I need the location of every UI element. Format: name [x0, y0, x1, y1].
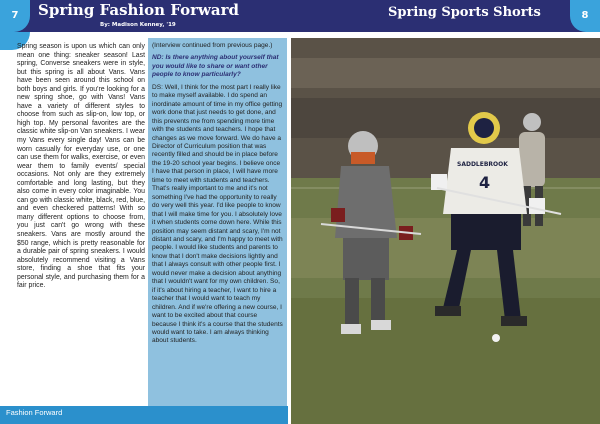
interview-question: ND: Is there anything about yourself that you would like to share or want other people to know particularly?: [152, 54, 279, 79]
fashion-article-body: Spring season is upon us which can only mean one thing: sneaker season! Last spring, Converse sneakers were in style, but this spring is all about Vans. Vans have been seen around this school on both boys and girls. If you're looking for a new spring shoe, go with Vans! Vans have a variety of different styles to choose from such as slip-on, low top, or high top. My personal favorites are the classic white slip-on Van sneakers. I wear my Vans every single day! Vans can be worn casually for everyday use, or one can use them for walks, exercise, or even wear them to family events/ special occasions. Not only are they extremely comfortable and long lasting, but they also come in every color imaginable. You can go with classic white, black, red, blue, and even checkered patterns! With so many different options to choose from, you just can't go wrong with these sneakers. Vans are mostly around the $50 range, which is pretty reasonable for a durable pair of spring sneakers. I would absolutely recommend visiting a Vans store, finding a shoe that fits your personal style, and purchasing them for a fair price.: [17, 43, 145, 290]
jersey-text: SADDLEBROOK: [457, 161, 508, 168]
lacrosse-illustration: [291, 38, 600, 424]
jersey-number: 4: [479, 173, 491, 192]
interview-continued-note: (Interview continued from previous page.): [152, 42, 273, 49]
author-byline: By: Madison Kenney, '19: [100, 22, 176, 28]
right-page-number: 8: [570, 0, 600, 32]
lacrosse-photo: [291, 38, 600, 424]
footer-section-label: Fashion Forward: [6, 408, 63, 417]
left-page-number: 7: [0, 0, 30, 32]
left-page-title: Spring Fashion Forward: [38, 1, 240, 19]
interview-sidebar: [148, 38, 287, 408]
right-page-title: Spring Sports Shorts: [388, 5, 541, 20]
interview-answer: DS: Well, I think for the most part I really like to make myself available. I do spend an inordinate amount of time in my office getting work done that just needs to get done, and this prevents me from spending more time with the students and teachers. I hope that changes as we move forward. We do have a Director of Curriculum position that was recently filled and should be in place before the 19-20 school year begins. I believe once I have that person in place, I will have more time to meet with students and teachers. That's really important to me and it's not something I've had the opportunity to really do very well this year. I'd like people to know that I will make time for you. I absolutely love it when students come down here. While this position may seem distant and scary, I'm not distant and scary, and I'm happy to meet with people. I would like students and parents to know that I don't make decisions lightly and that I always consult with other people first. I would never make a decision about anything that I wouldn't want for my own children. So, if it's about hiring a teacher, I want to hire a teacher that I would want to teach my children. And if we're offering a new course, I want to be excited about that course because I think it's a course that the students would want to take. I am always thinking about students.: [152, 83, 283, 345]
page-footer: [0, 406, 288, 424]
